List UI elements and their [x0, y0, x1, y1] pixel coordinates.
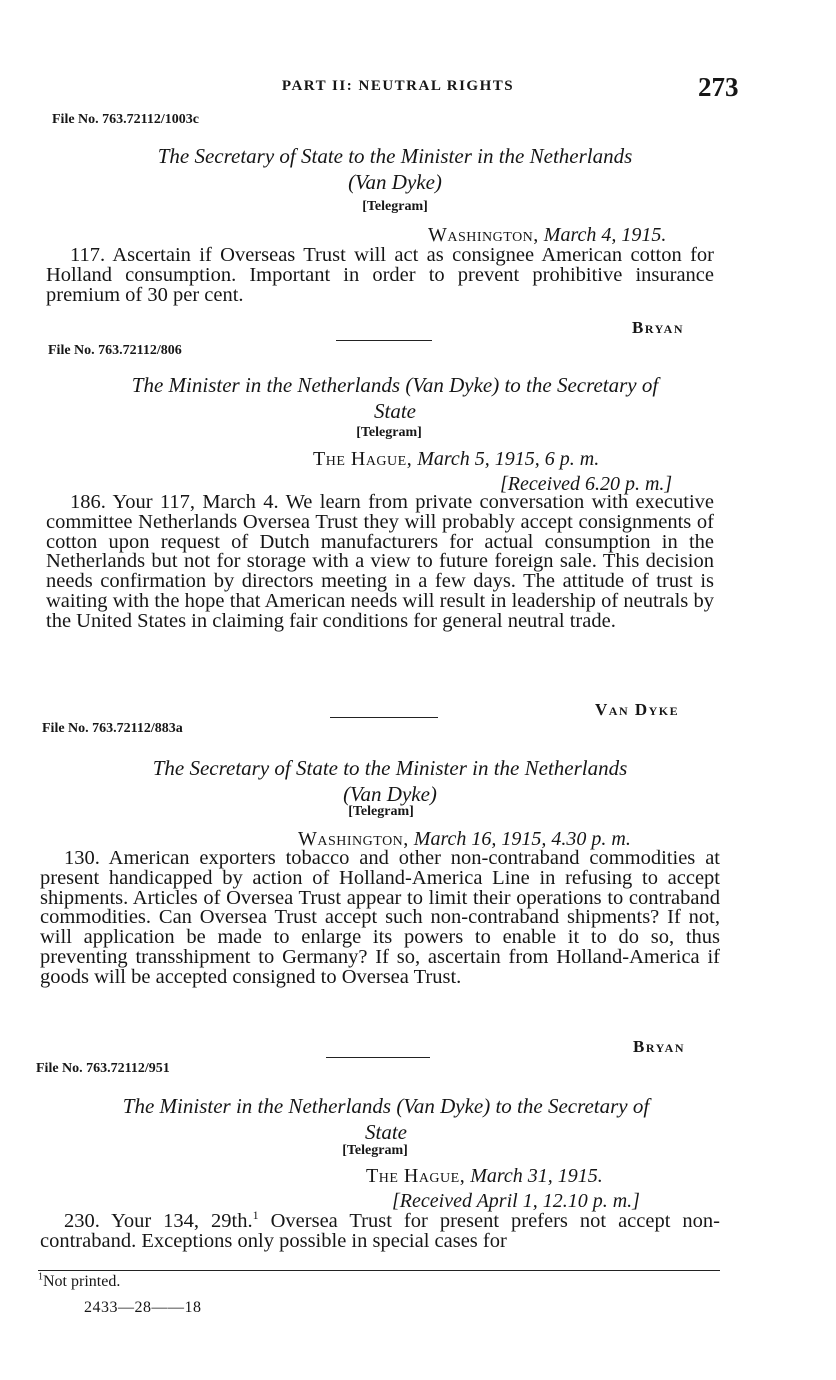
- telegram-body: 117. Ascertain if Overseas Trust will act as consignee American cotton for Holland consumption. Important in order to prevent prohibitive insurance premium of 30 per cent.: [46, 244, 714, 306]
- dateline: [313, 448, 599, 471]
- file-number: File No. 763.72112/951: [36, 1061, 170, 1076]
- heading-line: State: [365, 1120, 407, 1144]
- heading-line: State: [374, 399, 416, 423]
- signature: Van Dyke: [595, 700, 680, 719]
- telegram-body: [40, 1208, 720, 1252]
- section-divider: [336, 340, 432, 341]
- dateline-date: March 16, 1915, 4.30 p. m.: [413, 828, 631, 850]
- footnote: [38, 1273, 120, 1291]
- heading-line: (Van Dyke): [343, 782, 437, 806]
- body-continuation: Oversea Trust for present prefers not accept non-contraband. Exceptions only possible in special cases for: [40, 1210, 720, 1252]
- dateline-place: Washington,: [428, 224, 539, 246]
- document-heading: [60, 755, 720, 807]
- dateline-place: The Hague,: [313, 448, 413, 470]
- footnote-mark: 1: [38, 1271, 43, 1283]
- dateline-date: March 5, 1915, 6 p. m.: [417, 448, 600, 470]
- dateline: [366, 1165, 603, 1188]
- heading-line: The Minister in the Netherlands (Van Dyke) to the Secretary of: [131, 373, 659, 397]
- print-code: 2433—28——18: [84, 1299, 202, 1316]
- telegram-label: [Telegram]: [342, 1143, 408, 1158]
- footnote-divider: [38, 1270, 720, 1271]
- body-prefix: 230. Your 134, 29th.: [64, 1210, 253, 1232]
- heading-line: The Minister in the Netherlands (Van Dyke) to the Secretary of: [122, 1094, 650, 1118]
- dateline-date: March 4, 1915.: [543, 224, 667, 246]
- signature: Bryan: [633, 1037, 685, 1056]
- footnote-mark: 1: [252, 1208, 259, 1223]
- telegram-label: [Telegram]: [362, 199, 428, 214]
- dateline-date: March 31, 1915.: [470, 1165, 603, 1187]
- heading-line: The Secretary of State to the Minister in the Netherlands: [152, 756, 628, 780]
- telegram-label: [Telegram]: [356, 425, 422, 440]
- dateline-place: The Hague,: [366, 1165, 466, 1187]
- document-heading: [36, 1093, 736, 1145]
- page-number: 273: [698, 72, 739, 102]
- document-heading: [48, 372, 742, 424]
- section-divider: [330, 717, 438, 718]
- received-note: [Received 6.20 p. m.]: [500, 473, 673, 495]
- signature: Bryan: [632, 318, 684, 337]
- heading-line: (Van Dyke): [348, 170, 442, 194]
- file-number: File No. 763.72112/1003c: [52, 112, 199, 127]
- heading-line: The Secretary of State to the Minister in the Netherlands: [157, 144, 633, 168]
- received-note: [Received April 1, 12.10 p. m.]: [392, 1190, 640, 1212]
- telegram-label: [Telegram]: [348, 804, 414, 819]
- dateline-place: Washington,: [298, 828, 409, 850]
- document-heading: [60, 143, 730, 195]
- footnote-text: Not printed.: [43, 1273, 121, 1290]
- telegram-body: 186. Your 117, March 4. We learn from private conversation with executive committee Netherlands Oversea Trust they will probably accept consignments of cotton upon request of Dutch manufacturers for actual consumption in the Netherlands but not for storage with a view to future foreign sale. This decision needs confirmation by directors meeting in a few days. The attitude of trust is waiting with the hope that American needs will result in leadership of neutrals by the United States in claiming fair conditions for general neutral trade.: [46, 491, 714, 632]
- file-number: File No. 763.72112/883a: [42, 721, 183, 736]
- running-header: PART II: NEUTRAL RIGHTS: [281, 78, 515, 94]
- file-number: File No. 763.72112/806: [48, 343, 182, 358]
- telegram-body: 130. American exporters tobacco and other non-contraband commodities at present handicapped by action of Holland-America Line in refusing to accept shipments. Articles of Oversea Trust appear to limit their operations to contraband commodities. Can Oversea Trust accept such non-contraband shipments? If not, will application be made to enlarge its powers to enable it to do so, thus preventing transshipment to Germany? If so, ascertain from Holland-America if goods will be accepted consigned to Oversea Trust.: [40, 847, 720, 988]
- section-divider: [326, 1057, 430, 1058]
